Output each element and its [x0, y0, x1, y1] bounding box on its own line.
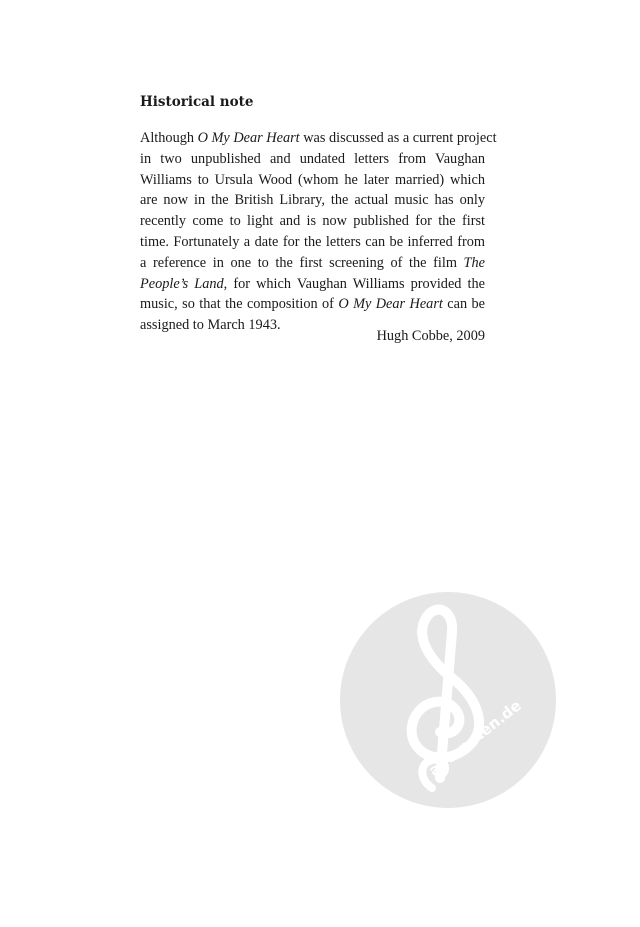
text-run: Although [140, 130, 198, 146]
paragraph-line: assigned to March 1943. [140, 317, 281, 334]
watermark-text: alle-noten.de [425, 696, 525, 780]
text-run: , for which Vaughan Williams provided the [223, 275, 486, 292]
text-run: music, so that the composition of [140, 296, 339, 313]
paragraph-line [140, 253, 485, 274]
paragraph-line: recently come to light and is now published for the first [140, 213, 485, 230]
treble-clef-icon [340, 592, 556, 808]
section-heading: Historical note [140, 94, 254, 110]
text-run: a reference in one to the first screening of the film [140, 254, 464, 271]
paragraph-line: are now in the British Library, the actual music has only [140, 192, 485, 209]
italic-title: People’s Land [140, 275, 224, 292]
signature-line: Hugh Cobbe, 2009 [376, 328, 485, 344]
historical-note-paragraph [140, 128, 497, 336]
text-run: was discussed as a current project [299, 130, 497, 146]
paragraph-line: Williams to Ursula Wood (whom he later married) which [140, 171, 485, 188]
watermark-logo [340, 592, 556, 808]
italic-title: The [463, 254, 485, 271]
paragraph-line [140, 294, 485, 315]
italic-title: O My Dear Heart [197, 130, 300, 146]
paragraph-line: time. Fortunately a date for the letters can be inferred from [140, 233, 485, 250]
paragraph-line [140, 128, 497, 149]
italic-title: O My Dear Heart [338, 296, 443, 313]
paragraph-line: in two unpublished and undated letters from Vaughan [140, 150, 485, 167]
text-run: can be [442, 296, 486, 313]
paragraph-line [140, 274, 485, 295]
